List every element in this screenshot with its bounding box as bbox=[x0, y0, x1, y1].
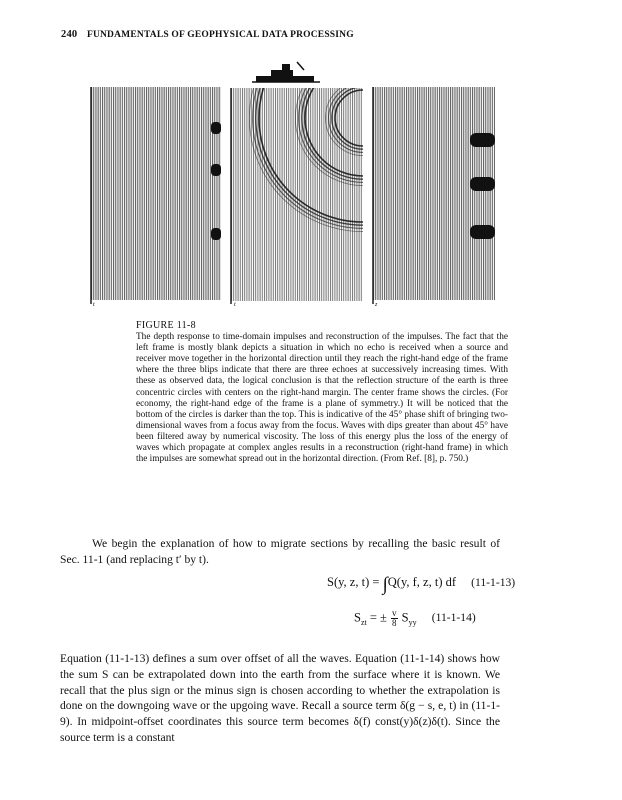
integral-sign: ∫ bbox=[382, 574, 388, 595]
center-frame-axis-label: t bbox=[234, 302, 236, 308]
left-frame-traces bbox=[91, 87, 221, 300]
body-paragraph: Equation (11-1-13) defines a sum over offset of all the waves. Equation (11-1-14) shows how the sum S can be extrapolated down into the earth from the surface where it is known. We recall that the plus sign or the minus sign is chosen according to whether the extrapolation is done on the downgoing wave or the upgoing wave. Recall a source term δ(g − s, e, t) in (11-1-9). In midpoint-offset coordinates this source term becomes δ(f) const(y)δ(z)δ(t). Since the source term is a constant bbox=[60, 652, 500, 744]
equation-lhs: S bbox=[354, 610, 361, 625]
reconstructed-impulse bbox=[470, 177, 495, 191]
equation-operator: = ± bbox=[366, 610, 391, 625]
equation-tag: (11-1-13) bbox=[471, 576, 516, 589]
center-frame-traces bbox=[231, 88, 363, 301]
echo-blip bbox=[211, 228, 221, 240]
left-frame-axis-label: t bbox=[93, 302, 95, 308]
reconstructed-impulse bbox=[470, 225, 495, 239]
fraction-denominator: 8 bbox=[392, 618, 397, 628]
left-frame bbox=[91, 87, 221, 308]
equation-fraction bbox=[391, 609, 398, 628]
right-frame-axis-label: z bbox=[375, 302, 378, 308]
right-frame-traces bbox=[373, 87, 495, 300]
equation-11-1-13 bbox=[327, 574, 515, 596]
intro-paragraph: We begin the explanation of how to migrate sections by recalling the basic result of Sec. 11-1 (and replacing t′ by t). bbox=[60, 537, 500, 566]
figure-caption bbox=[136, 320, 508, 465]
figure-plot bbox=[0, 0, 622, 320]
echo-blip bbox=[211, 164, 221, 176]
echo-blip bbox=[211, 122, 221, 134]
ship-icon bbox=[252, 62, 320, 82]
equation-rhs-subscript: yy bbox=[408, 617, 417, 627]
running-title: FUNDAMENTALS OF GEOPHYSICAL DATA PROCESSING bbox=[86, 30, 354, 40]
equation-11-1-14 bbox=[354, 609, 476, 628]
fraction-numerator: v bbox=[392, 608, 397, 618]
equation-lhs: S(y, z, t) = bbox=[327, 575, 380, 589]
figure bbox=[0, 0, 622, 320]
equation-tag: (11-1-14) bbox=[431, 611, 476, 625]
caption-text: The depth response to time-domain impulses and reconstruction of the impulses. The fact that the left frame is mostly blank depicts a situation in which no echo is received when a source and receiver move together in the horizontal direction until they reach the right-hand edge of the frame where the three blips indicate that there are three echoes at successively increasing times. With these as observed data, the logical conclusion is that the reflection structure of the earth is three concentric circles with centers on the right-hand margin. The center frame shows the circles. (For economy, the right-hand edge of the frame is a plane of symmetry.) It will be noticed that the bottom of the circles is darker than the top. This is indicative of the 45° phase shift of bringing two-dimensional waves from a focus away from the focus. Waves with dips greater than about 45° have been filtered away by numerical viscosity. The loss of this energy plus the loss of the energy of waves which propagate at complex angles results in a reconstruction (right-hand frame) in which the impulses are somewhat spread out in the horizontal direction. (From Ref. [8], p. 750.) bbox=[136, 332, 508, 465]
right-frame bbox=[373, 87, 495, 308]
caption-title: FIGURE 11-8 bbox=[136, 320, 196, 331]
equation-rhs: S bbox=[398, 610, 409, 625]
equation-lhs-subscript: zt bbox=[360, 617, 367, 627]
page-number: 240 bbox=[61, 29, 78, 40]
reconstructed-impulse bbox=[470, 133, 495, 147]
equation-rhs: Q(y, f, z, t) df bbox=[387, 575, 457, 589]
